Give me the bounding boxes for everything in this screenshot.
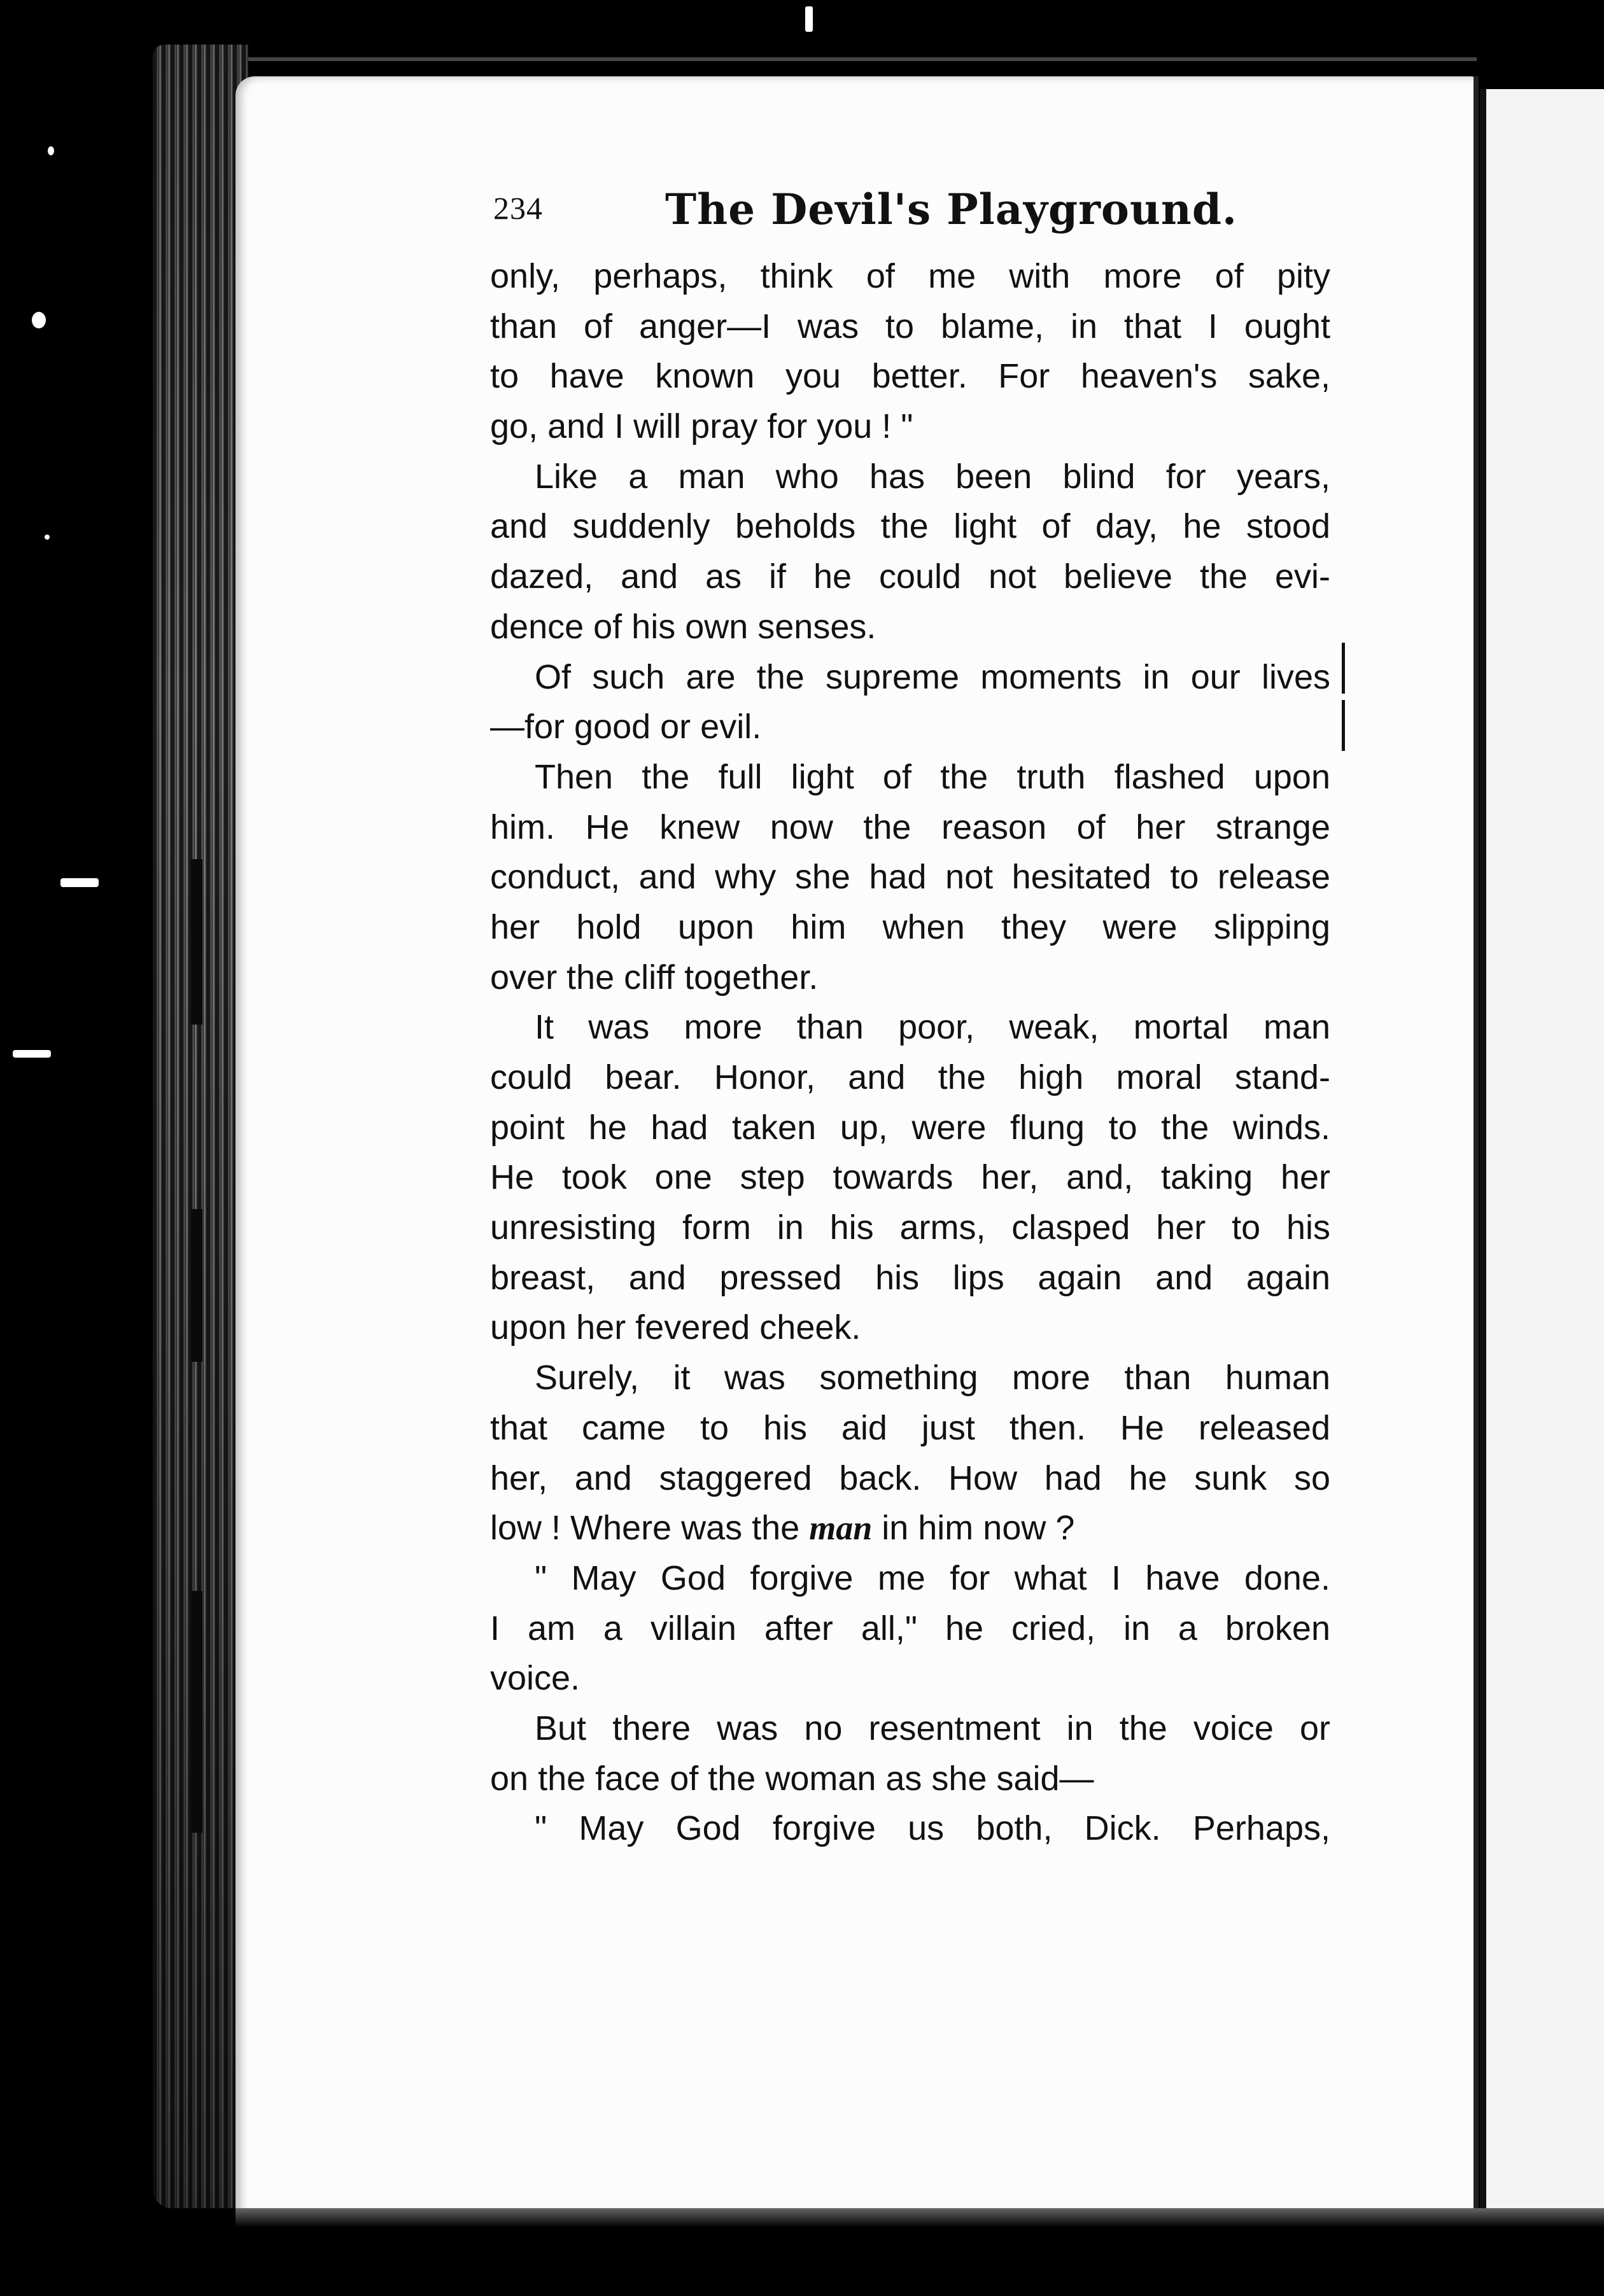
text-line: than of anger—I was to blame, in that I ought	[490, 307, 1330, 346]
text-line: that came to his aid just then. He released	[490, 1408, 1330, 1447]
text-line: " May God forgive us both, Dick. Perhaps,	[535, 1809, 1330, 1848]
text-segment: in him now ?	[872, 1509, 1075, 1548]
text-line: Then the full light of the truth flashed upon	[535, 757, 1330, 796]
text-line: could bear. Honor, and the high moral stand-	[490, 1058, 1330, 1096]
text-line: upon her fevered cheek.	[490, 1308, 861, 1347]
speck	[45, 535, 50, 540]
text-line: dence of his own senses.	[490, 607, 876, 646]
running-header	[493, 185, 1321, 242]
running-title: The Devil's Playground.	[665, 185, 1237, 234]
text-line: Like a man who has been blind for years,	[535, 457, 1330, 496]
text-line: " May God forgive me for what I have done.	[535, 1558, 1330, 1597]
page-bottom-edge	[236, 2208, 1604, 2227]
speck	[805, 6, 813, 32]
text-line: over the cliff together.	[490, 958, 819, 997]
facing-page	[1480, 89, 1604, 2215]
text-line: and suddenly beholds the light of day, he stood	[490, 507, 1330, 546]
text-line: Of such are the supreme moments in our lives	[535, 657, 1330, 696]
text-line: unresisting form in his arms, clasped her to his	[490, 1208, 1330, 1247]
speck	[60, 878, 99, 887]
margin-mark	[1342, 643, 1345, 694]
text-line: I am a villain after all," he cried, in a broken	[490, 1609, 1330, 1648]
text-line: her hold upon him when they were slipping	[490, 907, 1330, 946]
text-line: him. He knew now the reason of her strange	[490, 808, 1330, 846]
edge-mark	[191, 1591, 202, 1833]
speck	[13, 1050, 51, 1058]
text-line: It was more than poor, weak, mortal man	[535, 1008, 1330, 1047]
edge-mark	[191, 1209, 202, 1362]
text-line: Surely, it was something more than human	[535, 1359, 1330, 1397]
text-line: only, perhaps, think of me with more of pity	[490, 257, 1330, 295]
emphasized-word: man	[809, 1509, 873, 1548]
speck	[32, 312, 46, 328]
text-line: on the face of the woman as she said—	[490, 1759, 1094, 1798]
body-text	[490, 251, 1330, 1854]
text-line	[490, 1503, 1330, 1553]
text-segment: low ! Where was the	[490, 1509, 810, 1548]
book-fore-edge-shading	[153, 45, 248, 2208]
edge-mark	[191, 859, 202, 1025]
page-top-edge	[248, 57, 1477, 61]
text-line: breast, and pressed his lips again and again	[490, 1258, 1330, 1297]
page-number: 234	[493, 190, 543, 226]
text-line: voice.	[490, 1659, 580, 1698]
text-line: conduct, and why she had not hesitated to release	[490, 858, 1330, 897]
text-line: —for good or evil.	[490, 708, 762, 746]
text-line: to have known you better. For heaven's sake,	[490, 357, 1330, 396]
text-line: point he had taken up, were flung to the winds.	[490, 1108, 1330, 1147]
text-line: go, and I will pray for you ! "	[490, 407, 913, 446]
margin-mark	[1342, 700, 1345, 751]
text-line: her, and staggered back. How had he sunk so	[490, 1459, 1330, 1497]
speck	[48, 146, 54, 155]
text-line: But there was no resentment in the voice or	[535, 1709, 1330, 1747]
text-line: He took one step towards her, and, taking her	[490, 1158, 1330, 1197]
gutter	[1474, 76, 1479, 2227]
text-line: dazed, and as if he could not believe the evi-	[490, 557, 1330, 596]
